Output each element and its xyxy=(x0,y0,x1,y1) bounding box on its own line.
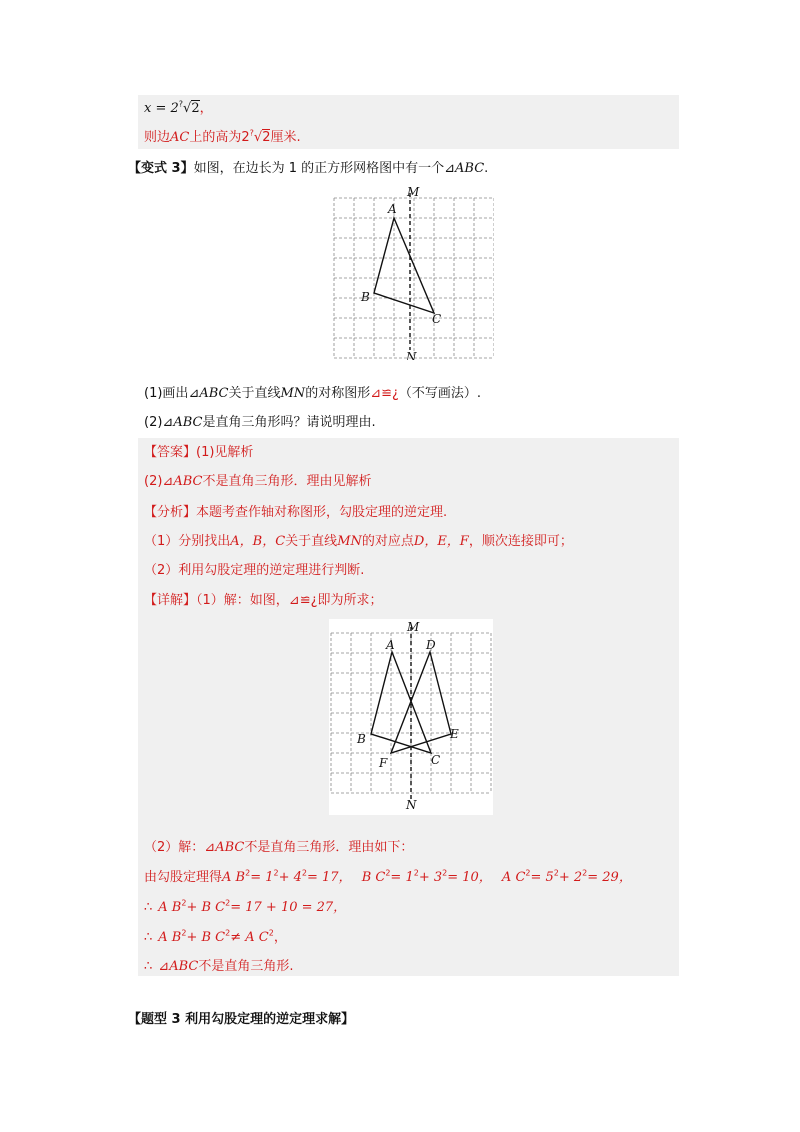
neq-mid: ≠ A C xyxy=(230,930,269,945)
analysis-s1-pts2: D，E，F xyxy=(413,534,469,549)
q2-num: (2) xyxy=(144,415,163,430)
therefore-1: ∴ xyxy=(144,900,153,915)
solution-neq: ∴ A $B^2+ B$ $C^2\ne A$ $C^2$， xyxy=(144,928,287,945)
solution-p2-tri: ⊿ xyxy=(204,840,216,855)
variant-end: . xyxy=(484,161,489,176)
figure-2-grid xyxy=(329,619,493,815)
final-abc: ABC xyxy=(169,959,199,974)
q1-text2: 关于直线 xyxy=(228,386,281,401)
final-tri: ⊿ xyxy=(158,959,170,974)
question-2 xyxy=(144,414,376,432)
label2-n: N xyxy=(406,798,417,812)
height-root-index: ? xyxy=(249,128,254,138)
label-b: B xyxy=(361,290,370,304)
q2-tri: ⊿ xyxy=(162,415,174,430)
triangle-abc-shape xyxy=(374,218,434,313)
detail-garbled: ⊿≌¿ xyxy=(288,593,318,608)
q2-abc: ABC xyxy=(173,415,203,430)
solution-pythagoras: 由勾股定理得A $B^2= 1^2+ 4^2= 17$， B $C^2= 1^2+ 3^2= 10$， A $C^2= 5^2+ 2^2= 29$， xyxy=(144,868,632,885)
q1-text1: 画出 xyxy=(162,386,189,401)
height-mid: 上的高为2 xyxy=(189,130,250,145)
analysis-s1-end: ，顺次连接即可； xyxy=(468,534,573,549)
pyth-ac: A C xyxy=(501,870,526,885)
detail-text2: 即为所求； xyxy=(317,593,383,608)
label2-e: E xyxy=(450,727,459,741)
analysis-s1-mid: 关于直线 xyxy=(285,534,338,549)
solution-p2-text: 不是直角三角形．理由如下： xyxy=(244,840,414,855)
x-root-index: ? xyxy=(178,99,184,109)
sum-plus: + B C xyxy=(186,900,226,915)
label-c: C xyxy=(432,312,442,326)
label2-m: M xyxy=(407,620,420,634)
pyth-ab-rest: + 4 xyxy=(278,870,302,885)
neq-plus: + B C xyxy=(186,930,226,945)
label2-d: D xyxy=(426,638,436,652)
q1-tri: ⊿ xyxy=(188,386,200,401)
height-statement: 则边AC上的高为2?√2厘米. xyxy=(144,128,301,145)
therefore-2: ∴ xyxy=(144,930,153,945)
analysis-step-2 xyxy=(144,562,364,580)
analysis-s1-mid2: 的对应点 xyxy=(361,534,414,549)
pyth-ac-val: = 5 xyxy=(530,870,554,885)
analysis-text: 本题考查作轴对称图形，勾股定理的逆定理. xyxy=(196,505,448,520)
x-comma: ， xyxy=(199,101,213,116)
solution-p2-prefix: （2）解： xyxy=(144,840,205,855)
pyth-bc-val: = 1 xyxy=(390,870,414,885)
pyth-prefix: 由勾股定理得 xyxy=(144,870,223,885)
neq-end: ， xyxy=(273,930,287,945)
height-radicand: 2 xyxy=(262,130,271,145)
label-m: M xyxy=(407,185,420,199)
answer-a2-abc: ABC xyxy=(173,474,203,489)
pyth-ac-res: = 29， xyxy=(587,870,632,885)
question-1 xyxy=(144,385,481,403)
solution-final xyxy=(144,958,293,976)
answer-a1: (1)见解析 xyxy=(196,445,254,460)
label2-a: A xyxy=(386,638,395,652)
analysis-s1-mn: MN xyxy=(337,534,362,549)
x-radicand: 2 xyxy=(191,101,200,116)
therefore-3: ∴ xyxy=(144,959,153,974)
neq-ab: A B xyxy=(158,930,182,945)
variant-label: 【变式 3】 xyxy=(128,161,194,176)
answer-label: 【答案】 xyxy=(144,445,197,460)
pyth-ab-val: = 1 xyxy=(250,870,274,885)
sum-res: = 17 + 10 = 27， xyxy=(230,900,347,915)
answer-line-2 xyxy=(144,473,371,491)
pyth-ab: A B xyxy=(222,870,246,885)
height-prefix: 则边 xyxy=(144,130,171,145)
triangle-symbol: ⊿ xyxy=(444,161,456,176)
analysis-label: 【分析】 xyxy=(144,505,197,520)
pyth-ab-res: = 17， xyxy=(306,870,352,885)
q1-text4: （不写画法）. xyxy=(398,386,482,401)
label2-c: C xyxy=(431,753,441,767)
q1-abc: ABC xyxy=(199,386,229,401)
answer-a2-text: 不是直角三角形．理由见解析 xyxy=(202,474,372,489)
solution-p2 xyxy=(144,839,413,857)
triangle-abc: ABC xyxy=(455,161,485,176)
analysis-step-1 xyxy=(144,533,573,551)
label2-b: B xyxy=(357,732,366,746)
section-title-text: 【题型 3 利用勾股定理的逆定理求解】 xyxy=(128,1012,355,1027)
analysis-s1-pre: （1）分别找出 xyxy=(144,534,231,549)
label-n: N xyxy=(406,350,417,360)
q1-garbled: ⊿≌¿ xyxy=(370,386,399,401)
q1-mn: MN xyxy=(280,386,306,401)
label2-f: F xyxy=(379,756,388,770)
detail-text: （1）解：如图， xyxy=(196,593,289,608)
solution-sum: ∴ A $B^2+ B$ $C^2= 17 + 10 = 27$， xyxy=(144,898,347,915)
final-text: 不是直角三角形. xyxy=(198,959,294,974)
detail-line xyxy=(144,592,383,610)
pyth-ac-rest: + 2 xyxy=(558,870,583,885)
pyth-bc: B C xyxy=(361,870,386,885)
analysis-line xyxy=(144,504,447,522)
answer-a2-tri: ⊿ xyxy=(162,474,174,489)
section-title xyxy=(128,1011,354,1029)
q1-text3: 的对称图形 xyxy=(305,386,371,401)
sum-ab: A B xyxy=(158,900,182,915)
height-unit: 厘米. xyxy=(270,130,301,145)
answer-a2-num: (2) xyxy=(144,474,163,489)
figure-1-grid xyxy=(328,185,494,360)
x-equation: x = 2?√2， xyxy=(144,99,213,116)
q2-text: 是直角三角形吗？请说明理由. xyxy=(202,415,376,430)
side-ac: AC xyxy=(170,130,190,145)
pyth-bc-rest: + 3 xyxy=(418,870,443,885)
analysis-s1-pts: A，B，C xyxy=(230,534,286,549)
q1-num: (1) xyxy=(144,386,163,401)
analysis-s2: （2）利用勾股定理的逆定理进行判断. xyxy=(144,563,365,578)
detail-label: 【详解】 xyxy=(144,593,197,608)
pyth-bc-res: = 10， xyxy=(447,870,492,885)
label-a: A xyxy=(388,202,397,216)
answer-line-1 xyxy=(144,444,253,462)
variant-heading xyxy=(128,160,488,178)
x-eq-text: x = 2 xyxy=(144,101,179,116)
variant-text: 如图，在边长为 1 的正方形网格图中有一个 xyxy=(193,161,445,176)
solution-p2-abc: ABC xyxy=(215,840,245,855)
